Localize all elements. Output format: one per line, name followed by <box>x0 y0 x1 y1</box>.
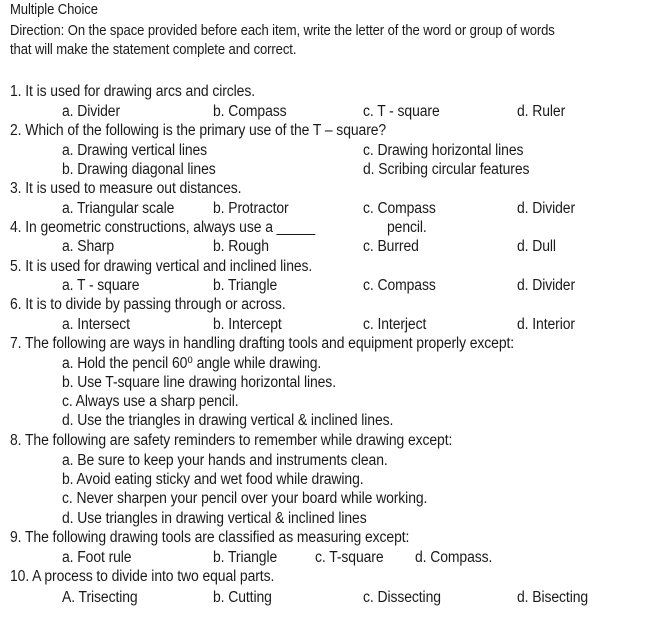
answer-option: d. Divider <box>517 277 576 294</box>
question-text: 8. The following are safety reminders to remember while drawing except: <box>10 432 453 449</box>
answer-option: a. Foot rule <box>62 549 132 566</box>
answer-option: b. Protractor <box>213 200 289 217</box>
answer-option: d. Bisecting <box>517 589 589 606</box>
answer-option: b. Cutting <box>213 589 272 606</box>
answer-option: d. Scribing circular features <box>363 161 530 178</box>
answer-option: b. Intercept <box>213 316 282 333</box>
answer-option: c. T - square <box>363 103 440 120</box>
question-text: 2. Which of the following is the primary use of the T – square? <box>10 122 387 139</box>
answer-option: c. Drawing horizontal lines <box>363 142 524 159</box>
directions-line-2: that will make the statement complete and correct. <box>10 42 297 58</box>
answer-option: a. Sharp <box>62 238 115 255</box>
answer-option: b. Avoid eating sticky and wet food while drawing. <box>62 471 364 488</box>
answer-option: b. Compass <box>213 103 287 120</box>
question-text: 6. It is to divide by passing through or across. <box>10 296 286 313</box>
answer-option: a. Triangular scale <box>62 200 175 217</box>
answer-option: c. Compass <box>363 277 436 294</box>
answer-option: b. Use T-square line drawing horizontal lines. <box>62 374 336 391</box>
page-title: Multiple Choice <box>10 2 98 18</box>
answer-option: b. Triangle <box>213 549 278 566</box>
answer-option: b. Rough <box>213 238 269 255</box>
answer-option: a. Divider <box>62 103 121 120</box>
question-text: 3. It is used to measure out distances. <box>10 180 242 197</box>
answer-option: d. Ruler <box>517 103 566 120</box>
answer-option: d. Interior <box>517 316 575 333</box>
question-text: 10. A process to divide into two equal parts. <box>10 568 275 585</box>
question-text: 9. The following drawing tools are classified as measuring except: <box>10 529 410 546</box>
answer-option: A. Trisecting <box>62 589 138 606</box>
answer-option: d. Divider <box>517 200 576 217</box>
answer-option: c. T-square <box>315 549 384 566</box>
answer-option: a. Be sure to keep your hands and instruments clean. <box>62 452 388 469</box>
answer-option: b. Triangle <box>213 277 278 294</box>
answer-option: a. Hold the pencil 60⁰ angle while drawing. <box>62 355 322 372</box>
question-text-tail: pencil. <box>387 219 427 236</box>
answer-option: c. Dissecting <box>363 589 441 606</box>
answer-option: d. Compass. <box>415 549 493 566</box>
answer-option: d. Use triangles in drawing vertical & inclined lines <box>62 510 367 527</box>
answer-option: b. Drawing diagonal lines <box>62 161 216 178</box>
answer-option: c. Compass <box>363 200 436 217</box>
answer-option: c. Never sharpen your pencil over your board while working. <box>62 490 428 507</box>
answer-option: d. Dull <box>517 238 556 255</box>
directions-line-1: Direction: On the space provided before each item, write the letter of the word or group of words <box>10 23 555 39</box>
answer-option: a. Intersect <box>62 316 130 333</box>
answer-option: a. T - square <box>62 277 140 294</box>
question-text: 5. It is used for drawing vertical and inclined lines. <box>10 258 313 275</box>
answer-option: c. Burred <box>363 238 419 255</box>
answer-option: a. Drawing vertical lines <box>62 142 208 159</box>
question-text: 4. In geometric constructions, always use a _____ <box>10 219 315 236</box>
answer-option: d. Use the triangles in drawing vertical & inclined lines. <box>62 412 394 429</box>
question-text: 7. The following are ways in handling drafting tools and equipment properly except: <box>10 335 515 352</box>
answer-option: c. Interject <box>363 316 427 333</box>
question-text: 1. It is used for drawing arcs and circles. <box>10 83 256 100</box>
answer-option: c. Always use a sharp pencil. <box>62 393 239 410</box>
